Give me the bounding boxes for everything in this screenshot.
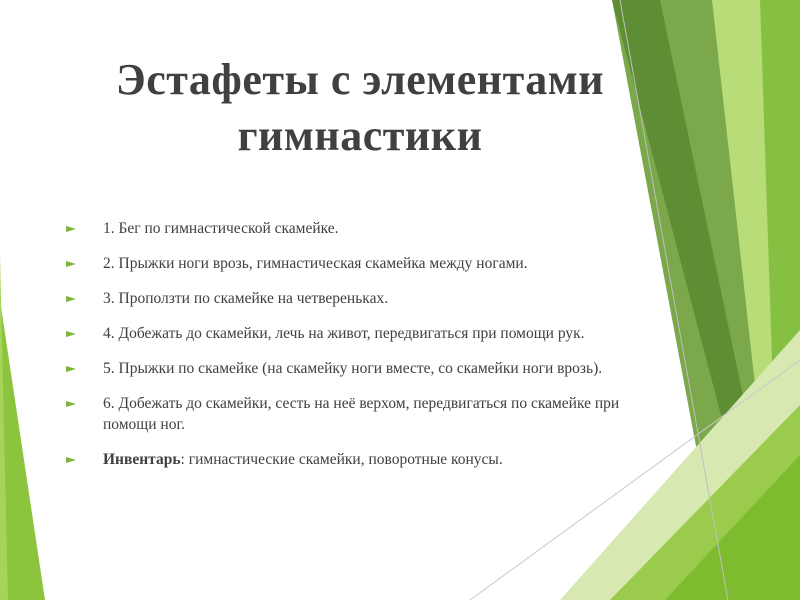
title-line-2: гимнастики (237, 111, 483, 160)
list-item (66, 323, 656, 344)
list-item-text: 5. Прыжки по скамейке (на скамейку ноги вместе, со скамейки ноги врозь). (103, 360, 603, 377)
inventory-label: Инвентарь (103, 451, 181, 468)
bullet-arrow-icon (66, 401, 76, 407)
bullet-arrow-icon (66, 366, 76, 372)
inventory-text: : гимнастические скамейки, поворотные конусы. (180, 451, 503, 468)
list-item (66, 253, 656, 274)
list-item (66, 288, 656, 309)
bullet-arrow-icon (66, 226, 76, 232)
inventory-item (66, 449, 656, 470)
list-item (66, 218, 656, 239)
relay-list (66, 218, 656, 484)
list-item-text: 3. Проползти по скамейке на четвереньках. (103, 290, 389, 307)
title-line-1: Эстафеты с элементами (115, 55, 605, 104)
list-item (66, 393, 656, 435)
list-item (66, 358, 656, 379)
list-item-text: 1. Бег по гимнастической скамейке. (103, 220, 339, 237)
slide-title (40, 52, 680, 164)
list-item-text: 6. Добежать до скамейки, сесть на неё верхом, передвигаться по скамейке при помощи ног. (103, 395, 620, 433)
bullet-arrow-icon (66, 331, 76, 337)
bullet-arrow-icon (66, 296, 76, 302)
bullet-arrow-icon (66, 261, 76, 267)
bullet-arrow-icon (66, 457, 76, 463)
list-item-text: 2. Прыжки ноги врозь, гимнастическая скамейка между ногами. (103, 255, 528, 272)
list-item-text: 4. Добежать до скамейки, лечь на живот, передвигаться при помощи рук. (103, 325, 585, 342)
